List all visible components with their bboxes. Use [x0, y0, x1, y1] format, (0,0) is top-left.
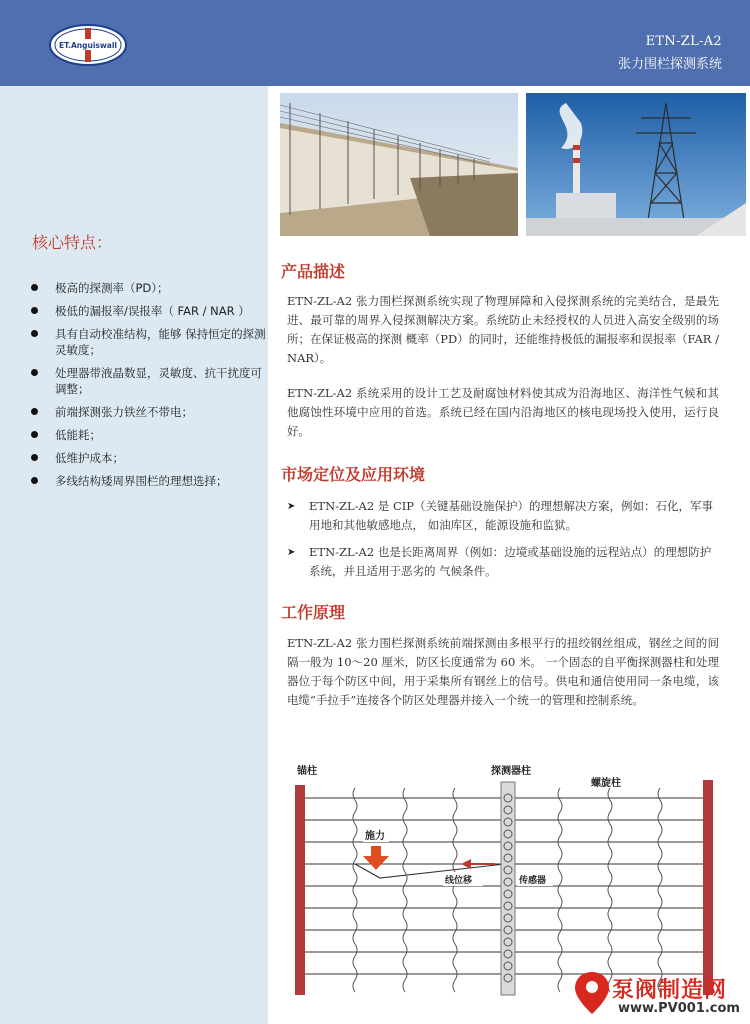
market-item [287, 543, 719, 581]
fence-diagram [295, 760, 720, 1000]
label-force: 施力 [365, 831, 385, 842]
label-spiral-post: 螺旋柱 [591, 778, 621, 789]
market-item-text: ETN-ZL-A2 也是长距离周界（例如：边境或基础设施的远程站点）的理想防护系统，并且适用于恶劣的 气候条件。 [309, 545, 712, 578]
arrow-bullet-icon: ➤ [287, 501, 296, 512]
arrow-bullet-icon: ➤ [287, 547, 296, 558]
header-banner [0, 0, 750, 86]
feature-item: 处理器带液晶数显，灵敏度、抗干扰度可调整； [28, 365, 268, 397]
feature-item: 多线结构矮周界围栏的理想选择； [28, 473, 268, 489]
features-list [28, 280, 268, 496]
label-displacement: 线位移 [445, 876, 473, 886]
feature-item: 低能耗； [28, 427, 268, 443]
feature-item: 低维护成本； [28, 450, 268, 466]
product-title: 张力围栏探测系统 [617, 57, 722, 72]
anchor-post-right [703, 780, 713, 995]
svg-text:ET.Anguiswall: ET.Anguiswall [59, 41, 117, 50]
label-detector-post: 探测器柱 [491, 766, 531, 777]
description-paragraph: ETN-ZL-A2 系统采用的设计工艺及耐腐蚀材料使其成为沿海地区、海洋性气候和其他腐蚀性环境中应用的首选。系统已经在国内沿海地区的核电现场投入使用，运行良好。 [287, 386, 719, 438]
section-heading-market: 市场定位及应用环境 [281, 465, 426, 484]
watermark-url: www.PV001.com [618, 1001, 740, 1016]
feature-item: 具有自动校准结构，能够 保持恒定的探测灵敏度； [28, 326, 268, 358]
label-sensor: 传感器 [519, 876, 547, 886]
watermark-text: 泵阀制造网 [612, 978, 728, 1003]
fence-photo [280, 93, 518, 236]
description-paragraph: ETN-ZL-A2 张力围栏探测系统实现了物理屏障和入侵探测系统的完美结合，是最先进、最可靠的周界入侵探测解决方案。系统防止未经授权的人员进入高安全级别的场所；在保证极高的探测 概率（PD）的同时，还能维持极低的漏报率和误报率（FAR / NAR）。 [287, 294, 719, 365]
anchor-post-left [295, 785, 305, 995]
principle-paragraph: ETN-ZL-A2 张力围栏探测系统前端探测由多根平行的扭绞钢丝组成，钢丝之间的间隔一般为 10～20 厘米，防区长度通常为 60 米。 一个固态的自平衡探测器柱和处理器位于每个防区中间，用于采集所有钢丝上的信号。供电和通信使用同一条电缆，该电缆“手拉手”连接各个防区处理器并接入一个统一的管理和控制系统。 [287, 636, 719, 707]
market-item-text: ETN-ZL-A2 是 CIP（关键基础设施保护）的理想解决方案，例如：石化，军事用地和其他敏感地点， 如油库区，能源设施和监狱。 [309, 499, 714, 532]
section-heading-description: 产品描述 [281, 262, 346, 281]
model-code: ETN-ZL-A2 [645, 34, 722, 49]
features-heading: 核心特点： [32, 233, 113, 252]
power-plant-photo [526, 93, 746, 236]
feature-item: 前端探测张力铁丝不带电； [28, 404, 268, 420]
feature-item: 极低的漏报率/误报率（ FAR / NAR ） [28, 303, 268, 319]
feature-item: 极高的探测率（PD）； [28, 280, 268, 296]
label-anchor-post: 锚柱 [297, 766, 317, 777]
sidebar-panel [0, 86, 268, 1024]
company-logo [48, 23, 128, 67]
section-heading-principle: 工作原理 [281, 603, 346, 622]
market-item [287, 497, 719, 535]
